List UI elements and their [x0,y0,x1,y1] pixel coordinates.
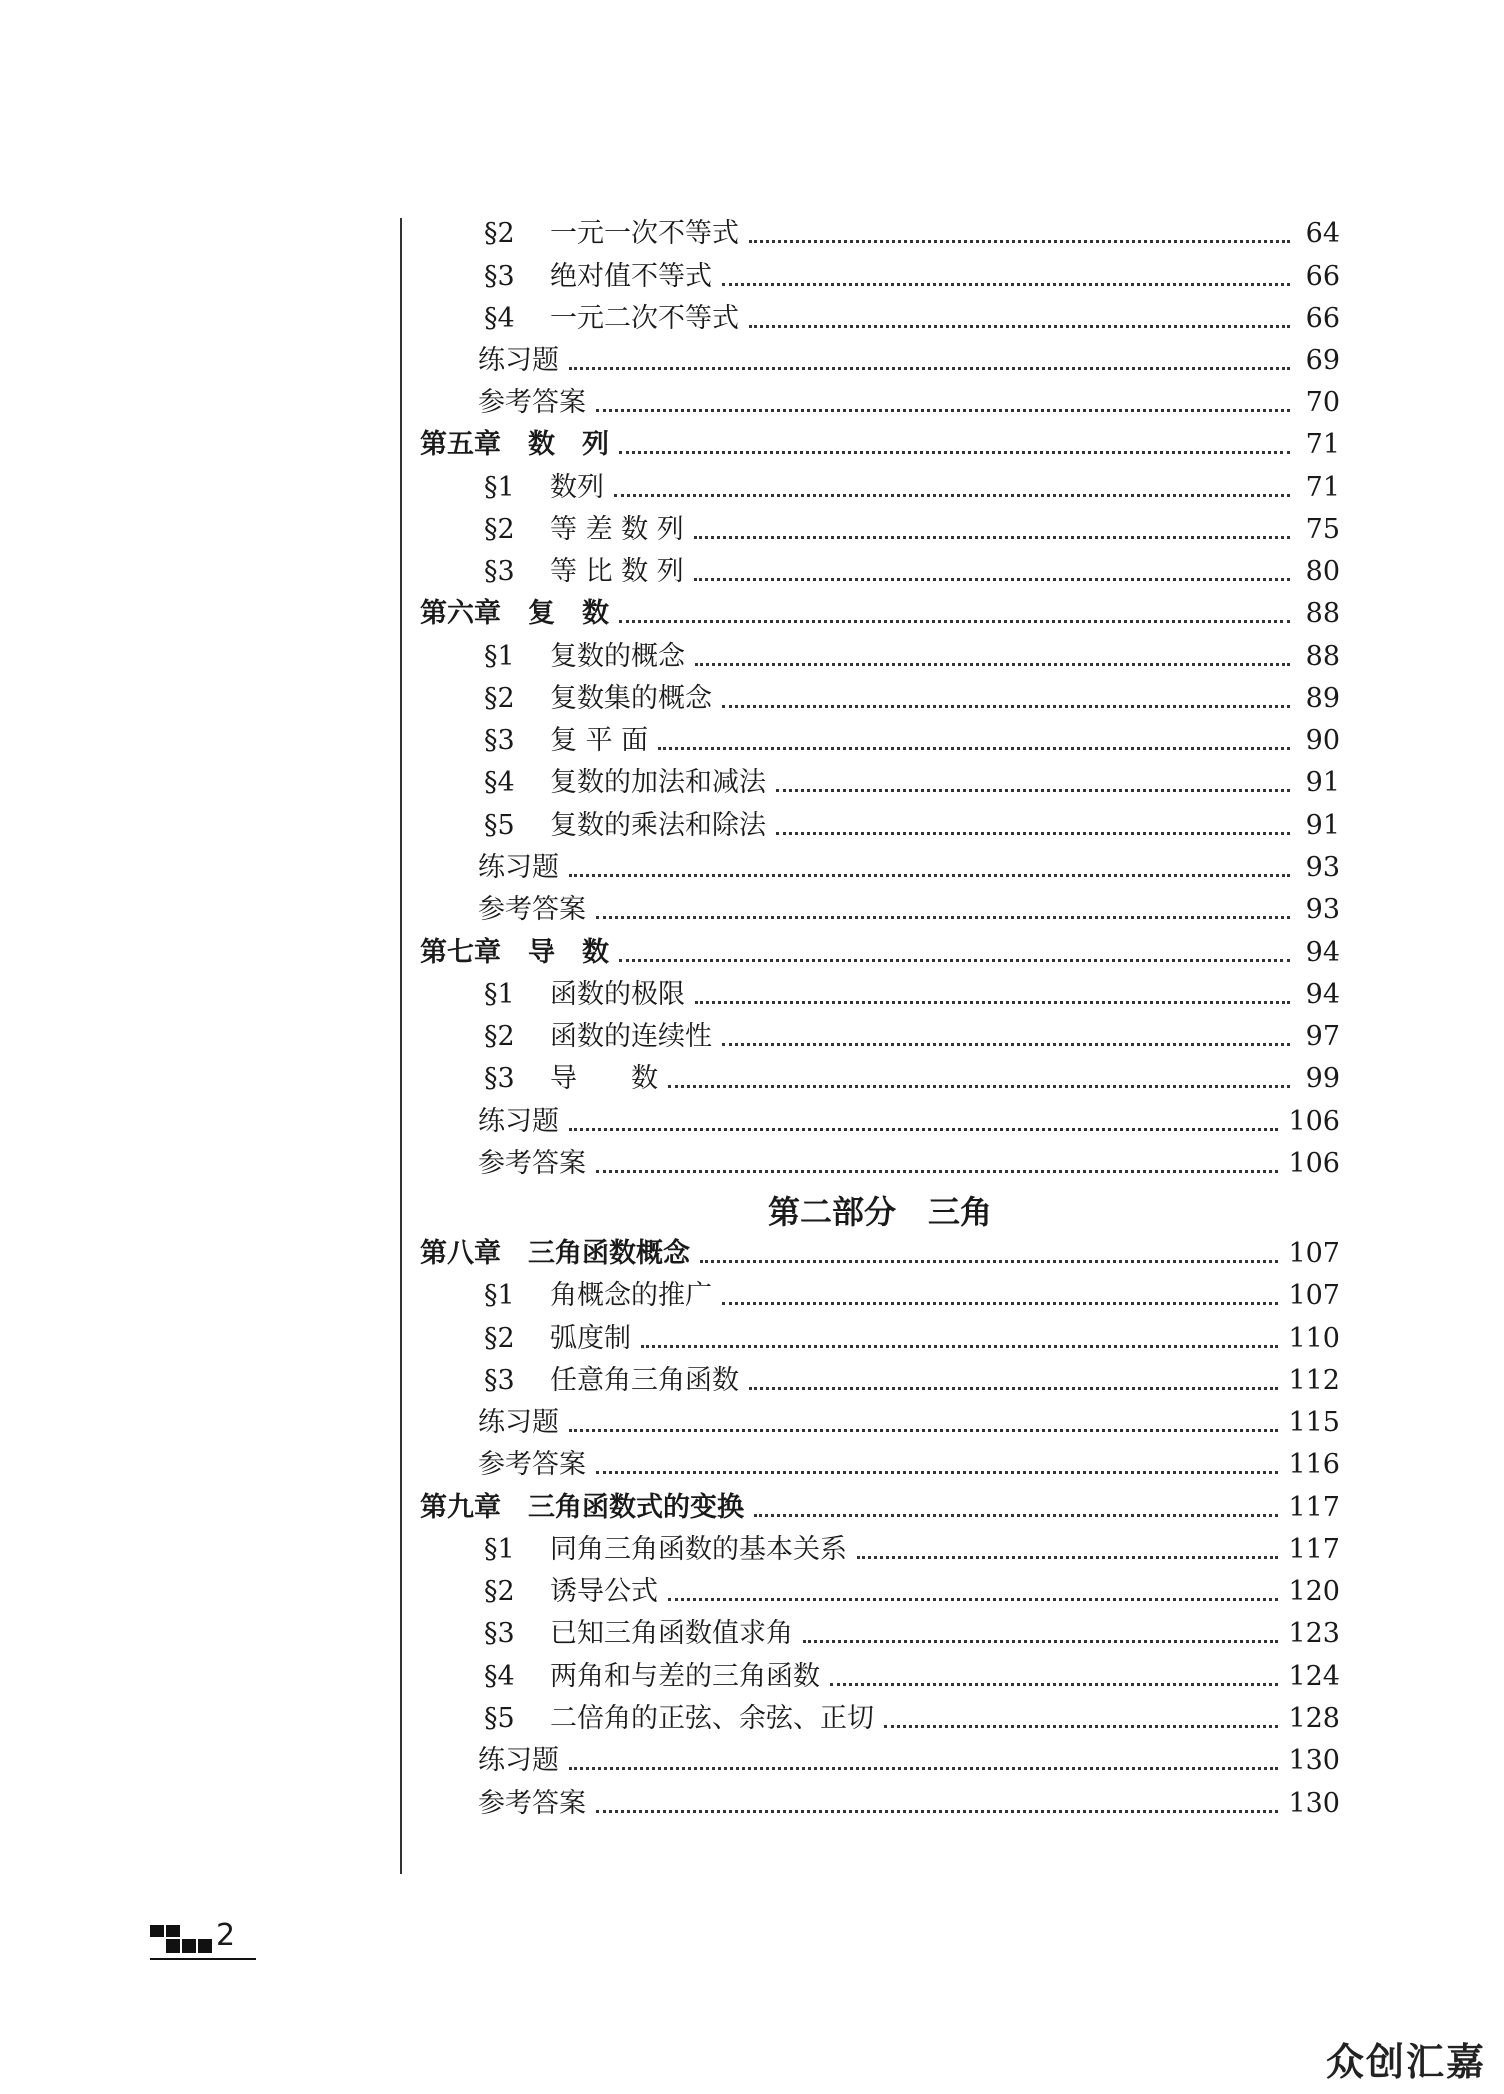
toc-entry[interactable] [484,1698,1340,1740]
dot-leader [803,1640,1278,1643]
entry-title: 二倍角的正弦、余弦、正切 [550,1703,874,1734]
page-number: 71 [1305,429,1340,460]
page-number: 90 [1305,725,1340,756]
toc-chapter[interactable] [420,424,1340,466]
toc-entry[interactable] [484,467,1340,509]
chapter-title: 第五章 数 列 [420,429,609,460]
page-number: 91 [1305,767,1340,798]
page-number: 115 [1288,1407,1340,1438]
section-number: §3 [484,725,515,756]
toc-entry-exercises[interactable] [478,340,1340,382]
page-number: 130 [1288,1788,1340,1819]
dot-leader [596,409,1290,412]
dot-leader [569,1767,1278,1770]
section-number: §4 [484,1661,515,1692]
entry-title: 参考答案 [478,894,586,925]
entry-title: 导 数 [550,1063,658,1094]
page-number: 94 [1305,937,1340,968]
entry-title: 数列 [550,472,604,503]
dot-leader [569,1429,1278,1432]
entry-title: 绝对值不等式 [550,261,712,292]
toc-entry[interactable] [484,1571,1340,1613]
toc-entry[interactable] [484,974,1340,1016]
dot-leader [668,1598,1278,1601]
toc-entry[interactable] [484,1058,1340,1100]
dot-leader [658,747,1290,750]
section-number: §2 [484,1576,515,1607]
dot-leader [857,1556,1278,1559]
entry-title: 任意角三角函数 [550,1365,739,1396]
section-number: §2 [484,218,515,249]
toc-entry[interactable] [484,805,1340,847]
section-number: §1 [484,641,515,672]
toc-entry[interactable] [484,256,1340,298]
toc-entry-answers[interactable] [478,1143,1340,1185]
section-number: §1 [484,472,515,503]
page-number: 117 [1288,1492,1340,1523]
page-number: 107 [1288,1280,1340,1311]
entry-title: 等 差 数 列 [550,514,684,545]
dot-leader [641,1345,1278,1348]
dot-leader [722,1043,1290,1046]
section-number: §1 [484,1280,515,1311]
entry-title: 参考答案 [478,387,586,418]
page-number: 117 [1288,1534,1340,1565]
page-number: 130 [1288,1745,1340,1776]
entry-title: 参考答案 [478,1788,586,1819]
dot-leader [749,240,1290,243]
section-number: §4 [484,767,515,798]
dot-leader [754,1514,1278,1517]
page-number: 70 [1305,387,1340,418]
entry-title: 参考答案 [478,1148,586,1179]
page-number: 112 [1288,1365,1340,1396]
toc-entry[interactable] [484,1318,1340,1360]
toc-entry-answers[interactable] [478,1444,1340,1486]
part-heading: 第二部分 三角 [767,1193,992,1231]
toc-chapter[interactable] [420,932,1340,974]
toc-entry[interactable] [484,1360,1340,1402]
entry-title: 复数的概念 [550,641,685,672]
toc-entry[interactable] [484,298,1340,340]
page-number: 69 [1305,345,1340,376]
dot-leader [694,536,1290,539]
dot-leader [722,705,1290,708]
toc-entry[interactable] [484,636,1340,678]
page-number: 94 [1305,979,1340,1010]
dot-leader [749,325,1290,328]
toc-entry-exercises[interactable] [478,1740,1340,1782]
page-number: 93 [1305,852,1340,883]
page-number: 128 [1288,1703,1340,1734]
entry-title: 角概念的推广 [550,1280,712,1311]
dot-leader [722,283,1290,286]
dot-leader [722,1302,1278,1305]
toc-entry[interactable] [484,1613,1340,1655]
toc-entry-exercises[interactable] [478,847,1340,889]
dot-leader [596,1471,1278,1474]
page-number: 93 [1305,894,1340,925]
chapter-title: 第九章 三角函数式的变换 [420,1492,744,1523]
section-number: §3 [484,556,515,587]
toc-entry[interactable] [484,509,1340,551]
entry-title: 函数的连续性 [550,1021,712,1052]
page-number: 124 [1288,1661,1340,1692]
section-number: §2 [484,1021,515,1052]
toc-entry[interactable] [484,762,1340,804]
page-number: 80 [1305,556,1340,587]
page-number: 89 [1305,683,1340,714]
dot-leader [569,874,1290,877]
watermark: 众创汇嘉 [1325,2040,1486,2084]
dot-leader [695,1001,1290,1004]
toc-entry[interactable] [484,1275,1340,1317]
page-number: 75 [1305,514,1340,545]
section-number: §3 [484,261,515,292]
entry-title: 复 平 面 [550,725,649,756]
dot-leader [619,451,1290,454]
toc-entry-answers[interactable] [478,1783,1340,1825]
dot-leader [619,959,1290,962]
section-number: §3 [484,1365,515,1396]
page-number: 91 [1305,810,1340,841]
dot-leader [596,1810,1278,1813]
toc-entry[interactable] [484,1016,1340,1058]
toc-entry[interactable] [484,1656,1340,1698]
dot-leader [619,620,1290,623]
chapter-title: 第六章 复 数 [420,598,609,629]
entry-title: 练习题 [478,1745,559,1776]
toc-entry-exercises[interactable] [478,1402,1340,1444]
entry-title: 复数集的概念 [550,683,712,714]
dot-leader [776,832,1290,835]
toc-entry[interactable] [484,551,1340,593]
section-number: §2 [484,514,515,545]
entry-title: 同角三角函数的基本关系 [550,1534,847,1565]
chapter-title: 第八章 三角函数概念 [420,1238,690,1269]
entry-title: 函数的极限 [550,979,685,1010]
toc-entry[interactable] [484,678,1340,720]
entry-title: 已知三角函数值求角 [550,1618,793,1649]
entry-title: 复数的乘法和除法 [550,810,766,841]
page-number: 99 [1305,1063,1340,1094]
dot-leader [830,1683,1278,1686]
dot-leader [668,1085,1290,1088]
page-number: 110 [1288,1323,1340,1354]
section-number: §1 [484,979,515,1010]
dot-leader [569,1128,1278,1131]
page-number: 106 [1288,1148,1340,1179]
page-number: 120 [1288,1576,1340,1607]
folio-underline [150,1958,256,1960]
toc-entry[interactable] [484,1529,1340,1571]
dot-leader [695,663,1290,666]
dot-leader [884,1725,1278,1728]
page-number: 71 [1305,472,1340,503]
page-number: 107 [1288,1238,1340,1269]
toc-chapter[interactable] [420,1487,1340,1529]
entry-title: 练习题 [478,345,559,376]
section-number: §5 [484,810,515,841]
entry-title: 弧度制 [550,1323,631,1354]
page-number: 66 [1305,303,1340,334]
dot-leader [694,578,1290,581]
section-number: §2 [484,683,515,714]
section-number: §3 [484,1618,515,1649]
entry-title: 练习题 [478,1106,559,1137]
toc-entry[interactable] [484,213,1340,255]
page-number: 64 [1305,218,1340,249]
page-number: 123 [1288,1618,1340,1649]
page-number: 97 [1305,1021,1340,1052]
dot-leader [749,1387,1278,1390]
dot-leader [596,916,1290,919]
page-number: 66 [1305,261,1340,292]
dot-leader [596,1170,1278,1173]
toc-entry-answers[interactable] [478,382,1340,424]
section-number: §2 [484,1323,515,1354]
dot-leader [700,1260,1278,1263]
entry-title: 复数的加法和减法 [550,767,766,798]
entry-title: 参考答案 [478,1449,586,1480]
chapter-title: 第七章 导 数 [420,937,609,968]
folio-page-number: 2 [216,1918,236,1953]
entry-title: 等 比 数 列 [550,556,684,587]
page-number: 106 [1288,1106,1340,1137]
page-number: 88 [1305,641,1340,672]
entry-title: 练习题 [478,852,559,883]
toc-entry-answers[interactable] [478,889,1340,931]
section-number: §3 [484,1063,515,1094]
entry-title: 一元一次不等式 [550,218,739,249]
dot-leader [776,789,1290,792]
dot-leader [614,494,1290,497]
section-number: §5 [484,1703,515,1734]
dot-leader [569,367,1290,370]
toc-entry[interactable] [484,720,1340,762]
entry-title: 诱导公式 [550,1576,658,1607]
section-number: §1 [484,1534,515,1565]
page-number: 116 [1288,1449,1340,1480]
entry-title: 两角和与差的三角函数 [550,1661,820,1692]
section-number: §4 [484,303,515,334]
toc-chapter[interactable] [420,593,1340,635]
entry-title: 一元二次不等式 [550,303,739,334]
toc-chapter[interactable] [420,1233,1340,1275]
entry-title: 练习题 [478,1407,559,1438]
toc-entry-exercises[interactable] [478,1101,1340,1143]
page-number: 88 [1305,598,1340,629]
